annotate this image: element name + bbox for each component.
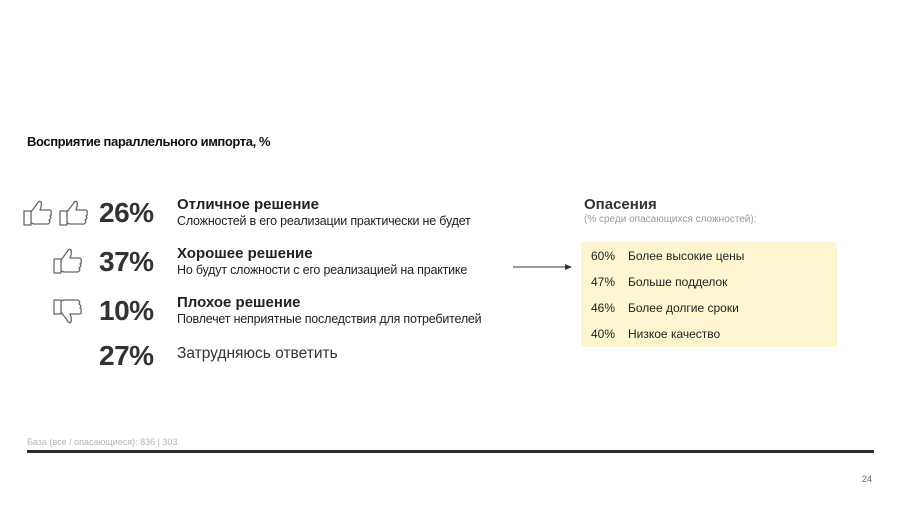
percent-value: 10% (99, 295, 154, 326)
answer-subtext: Повлечет неприятные последствия для потребителей (177, 312, 482, 326)
base-note: База (все / опасающиеся): 836 | 303 (27, 437, 178, 447)
answer-heading: Хорошее решение (177, 245, 313, 262)
thumbs-up-icon (52, 246, 84, 276)
arrow-right-icon (513, 258, 573, 276)
fear-label: Более долгие сроки (628, 301, 739, 315)
percent-value: 26% (99, 197, 154, 228)
fear-percent: 40% (591, 327, 616, 341)
answer-heading: Отличное решение (177, 196, 319, 213)
fear-percent: 47% (591, 275, 616, 289)
percent-value: 27% (99, 340, 154, 371)
fear-item (591, 301, 739, 321)
answer-row-bad (0, 294, 560, 334)
percent-value: 37% (99, 246, 154, 277)
fear-label: Больше подделок (628, 275, 728, 289)
fear-item (591, 275, 727, 295)
fear-percent: 60% (591, 249, 616, 263)
fear-item (591, 249, 744, 269)
answer-text: Затрудняюсь ответить (177, 345, 338, 362)
thumbs-down-icon (52, 296, 84, 328)
fear-item (591, 327, 720, 347)
fears-title: Опасения (584, 196, 657, 213)
answer-subtext: Сложностей в его реализации практически не будет (177, 214, 471, 228)
answer-row-excellent (0, 196, 560, 236)
answer-row-undecided (0, 340, 560, 380)
page-number: 24 (862, 474, 873, 484)
fear-label: Низкое качество (628, 327, 721, 341)
fear-percent: 46% (591, 301, 616, 315)
fears-subtitle: (% среди опасающихся сложностей): (584, 214, 757, 225)
answer-subtext: Но будут сложности с его реализацией на практике (177, 263, 468, 277)
answer-heading: Плохое решение (177, 294, 301, 311)
fears-list (581, 242, 837, 347)
footer-divider (27, 450, 874, 453)
fear-label: Более высокие цены (628, 249, 745, 263)
answer-row-good (0, 245, 560, 285)
thumbs-up-icon (22, 198, 54, 228)
thumbs-up-icon (58, 198, 90, 228)
slide-title: Восприятие параллельного импорта, % (27, 134, 271, 149)
